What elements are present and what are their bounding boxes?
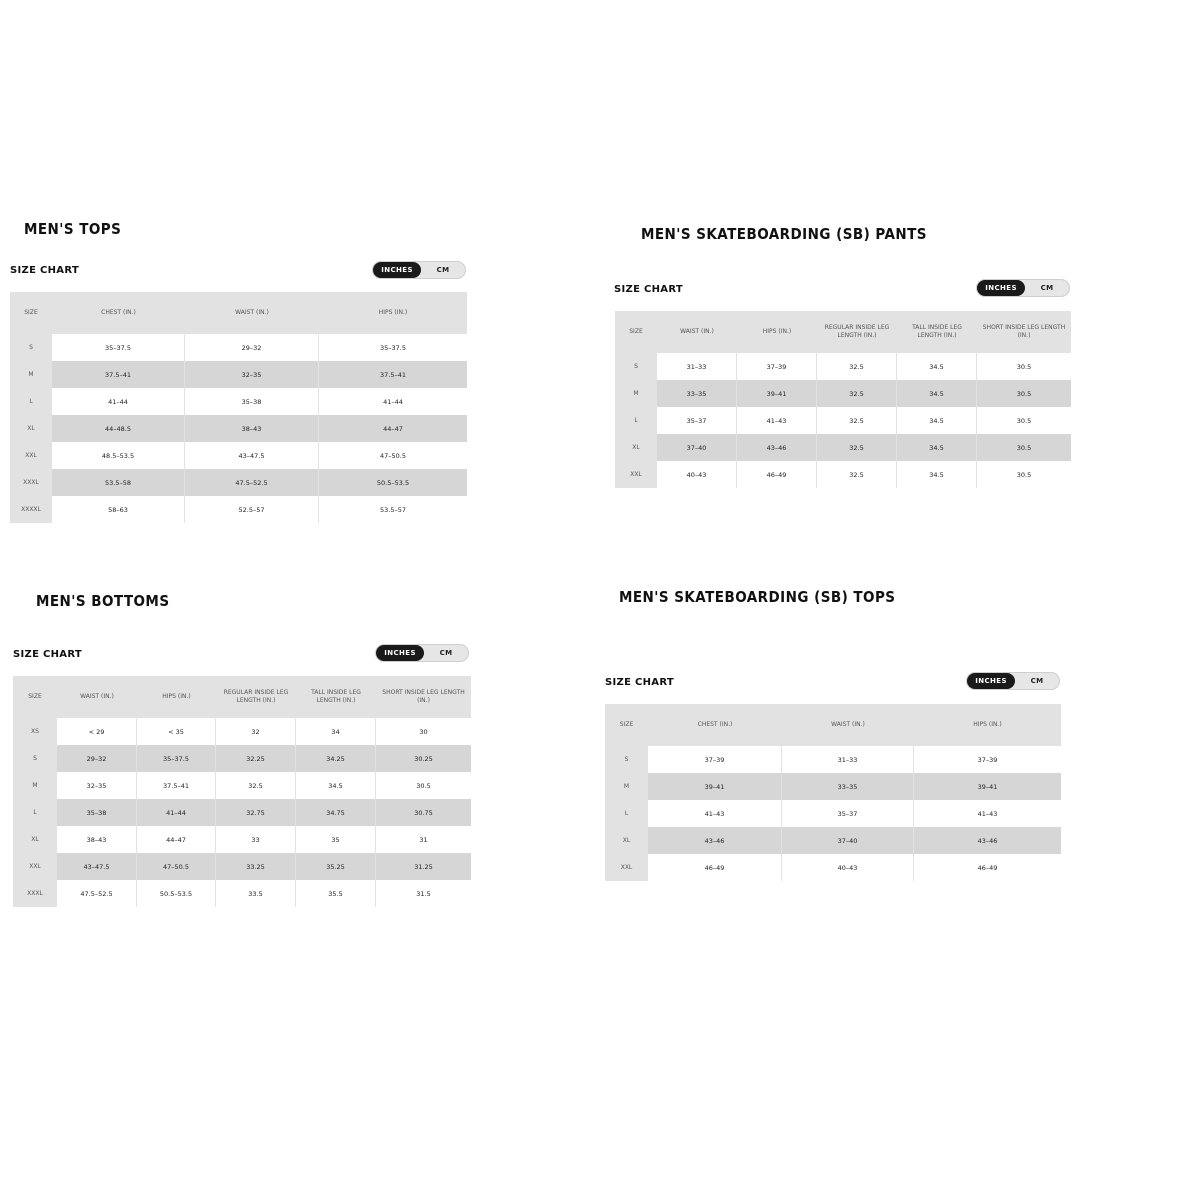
table-cell: 34.5: [296, 772, 376, 799]
table-cell: 34.5: [897, 380, 977, 407]
table-cell: 29–32: [57, 745, 137, 772]
table-cell: 31: [376, 826, 471, 853]
column-header: WAIST (IN.): [680, 327, 714, 335]
size-cell: S: [615, 353, 657, 380]
size-chart-label: SIZE CHART: [10, 265, 80, 276]
table-row: [13, 799, 471, 826]
size-cell: M: [10, 361, 52, 388]
table-cell: 30.5: [376, 772, 471, 799]
table-cell: 43–46: [914, 827, 1061, 854]
unit-option-cm[interactable]: CM: [436, 266, 450, 274]
table-header-row: [10, 292, 467, 334]
table-cell: 53.5–58: [52, 469, 185, 496]
column-header: SIZE: [629, 327, 643, 335]
table-cell: 40–43: [657, 461, 737, 488]
table-row: [13, 745, 471, 772]
chart-title: MEN'S TOPS: [24, 220, 122, 238]
table-cell: 31–33: [782, 746, 914, 773]
table-cell: 32.5: [817, 461, 897, 488]
column-header: TALL INSIDE LEG LENGTH (IN.): [912, 323, 962, 339]
size-chart-label: SIZE CHART: [13, 649, 83, 660]
table-cell: 30.5: [977, 353, 1071, 380]
table-row: [13, 772, 471, 799]
table-row: [10, 361, 467, 388]
chart-title: MEN'S SKATEBOARDING (SB) PANTS: [641, 225, 927, 243]
table-cell: 47.5–52.5: [57, 880, 137, 907]
table-cell: 34.25: [296, 745, 376, 772]
table-row: [605, 773, 1061, 800]
table-row: [13, 880, 471, 907]
table-cell: 38–43: [57, 826, 137, 853]
column-header: WAIST (IN.): [80, 692, 114, 700]
table-row: [10, 415, 467, 442]
size-cell: XL: [10, 415, 52, 442]
table-cell: 43–46: [737, 434, 817, 461]
table-cell: 39–41: [914, 773, 1061, 800]
table-cell: 35–37.5: [52, 334, 185, 361]
size-cell: L: [13, 799, 57, 826]
table-cell: 50.5–53.5: [319, 469, 467, 496]
table-cell: 32–35: [185, 361, 319, 388]
table-row: [615, 407, 1071, 434]
table-cell: 53.5–57: [319, 496, 467, 523]
table-cell: 47–50.5: [137, 853, 216, 880]
table-cell: 35–37.5: [319, 334, 467, 361]
size-cell: XXL: [605, 854, 648, 881]
table-row: [605, 827, 1061, 854]
unit-toggle[interactable]: [966, 672, 1060, 690]
table-cell: 44–48.5: [52, 415, 185, 442]
table-row: [615, 434, 1071, 461]
table-cell: 50.5–53.5: [137, 880, 216, 907]
size-cell: XXXXL: [10, 496, 52, 523]
table-row: [615, 353, 1071, 380]
table-cell: 35–37: [782, 800, 914, 827]
column-header: HIPS (IN.): [762, 327, 792, 335]
table-cell: 43–47.5: [185, 442, 319, 469]
size-chart-label: SIZE CHART: [614, 284, 684, 295]
table-cell: 30: [376, 718, 471, 745]
table-header-row: [605, 704, 1061, 746]
table-cell: 41–44: [52, 388, 185, 415]
table-cell: 41–43: [737, 407, 817, 434]
table-cell: 37–39: [737, 353, 817, 380]
table-cell: 30.5: [977, 407, 1071, 434]
table-row: [605, 854, 1061, 881]
table-cell: 37.5–41: [52, 361, 185, 388]
table-cell: 46–49: [914, 854, 1061, 881]
table-cell: 34.5: [897, 407, 977, 434]
size-table: [615, 311, 1071, 488]
column-header: SIZE: [28, 692, 42, 700]
column-header: SIZE: [619, 720, 634, 728]
table-cell: 30.75: [376, 799, 471, 826]
table-cell: 30.25: [376, 745, 471, 772]
column-header: HIPS (IN.): [973, 720, 1002, 728]
table-cell: 32.75: [216, 799, 296, 826]
table-cell: 33–35: [657, 380, 737, 407]
size-cell: M: [13, 772, 57, 799]
column-header: REGULAR INSIDE LEG LENGTH (IN.): [223, 688, 289, 704]
table-cell: 34.75: [296, 799, 376, 826]
table-cell: 46–49: [737, 461, 817, 488]
table-header-row: [13, 676, 471, 718]
column-header: SHORT INSIDE LEG LENGTH (IN.): [982, 323, 1066, 339]
column-header: TALL INSIDE LEG LENGTH (IN.): [311, 688, 361, 704]
table-cell: 52.5–57: [185, 496, 319, 523]
table-cell: 32.5: [817, 380, 897, 407]
column-header: SIZE: [24, 308, 38, 316]
size-cell: XXL: [10, 442, 52, 469]
size-cell: XXXL: [10, 469, 52, 496]
table-cell: 30.5: [977, 380, 1071, 407]
table-row: [10, 388, 467, 415]
table-cell: 48.5–53.5: [52, 442, 185, 469]
size-cell: S: [10, 334, 52, 361]
table-cell: 39–41: [648, 773, 782, 800]
unit-option-cm[interactable]: CM: [1040, 284, 1054, 292]
table-row: [10, 442, 467, 469]
table-cell: 34.5: [897, 353, 977, 380]
unit-option-inches[interactable]: INCHES: [373, 262, 421, 278]
table-cell: 37.5–41: [319, 361, 467, 388]
table-cell: 41–43: [648, 800, 782, 827]
table-row: [13, 718, 471, 745]
column-header: HIPS (IN.): [378, 308, 408, 316]
table-cell: 44–47: [319, 415, 467, 442]
size-cell: XS: [13, 718, 57, 745]
table-cell: 37–39: [648, 746, 782, 773]
table-cell: 38–43: [185, 415, 319, 442]
table-cell: 34.5: [897, 434, 977, 461]
table-cell: 32: [216, 718, 296, 745]
table-cell: 34.5: [897, 461, 977, 488]
table-cell: 40–43: [782, 854, 914, 881]
table-cell: 31.25: [376, 853, 471, 880]
table-cell: 44–47: [137, 826, 216, 853]
table-cell: 33–35: [782, 773, 914, 800]
table-cell: 33: [216, 826, 296, 853]
size-cell: XL: [605, 827, 648, 854]
table-cell: 35: [296, 826, 376, 853]
table-cell: 32.5: [817, 353, 897, 380]
unit-toggle[interactable]: [375, 644, 469, 662]
table-cell: 37.5–41: [137, 772, 216, 799]
table-cell: 34: [296, 718, 376, 745]
table-cell: 47.5–52.5: [185, 469, 319, 496]
column-header: CHEST (IN.): [697, 720, 733, 728]
table-cell: 32.25: [216, 745, 296, 772]
table-row: [605, 800, 1061, 827]
table-cell: 58–63: [52, 496, 185, 523]
table-cell: < 35: [137, 718, 216, 745]
size-cell: L: [10, 388, 52, 415]
table-cell: 30.5: [977, 461, 1071, 488]
table-cell: 35–38: [57, 799, 137, 826]
table-cell: 35–37.5: [137, 745, 216, 772]
chart-title: MEN'S BOTTOMS: [36, 592, 170, 610]
table-cell: 47–50.5: [319, 442, 467, 469]
size-cell: L: [605, 800, 648, 827]
table-cell: 41–44: [137, 799, 216, 826]
unit-option-inches[interactable]: INCHES: [967, 673, 1015, 689]
size-cell: XXXL: [13, 880, 57, 907]
table-row: [615, 461, 1071, 488]
table-cell: 39–41: [737, 380, 817, 407]
unit-option-cm[interactable]: CM: [439, 649, 453, 657]
column-header: REGULAR INSIDE LEG LENGTH (IN.): [824, 323, 890, 339]
table-cell: 43–47.5: [57, 853, 137, 880]
column-header: WAIST (IN.): [235, 308, 269, 316]
unit-option-inches[interactable]: INCHES: [977, 280, 1025, 296]
column-header: CHEST (IN.): [101, 308, 136, 316]
table-cell: 35–38: [185, 388, 319, 415]
table-cell: 43–46: [648, 827, 782, 854]
table-row: [13, 853, 471, 880]
size-cell: L: [615, 407, 657, 434]
size-cell: XXL: [13, 853, 57, 880]
unit-option-inches[interactable]: INCHES: [376, 645, 424, 661]
table-cell: 37–39: [914, 746, 1061, 773]
size-table: [13, 676, 471, 907]
size-cell: S: [605, 746, 648, 773]
size-cell: XL: [615, 434, 657, 461]
table-cell: 37–40: [782, 827, 914, 854]
table-row: [10, 496, 467, 523]
column-header: SHORT INSIDE LEG LENGTH (IN.): [382, 688, 465, 704]
table-cell: 32.5: [817, 434, 897, 461]
table-row: [10, 469, 467, 496]
table-cell: 41–43: [914, 800, 1061, 827]
table-cell: 41–44: [319, 388, 467, 415]
size-table: [10, 292, 467, 523]
size-cell: XXL: [615, 461, 657, 488]
table-cell: 33.5: [216, 880, 296, 907]
table-cell: 35.25: [296, 853, 376, 880]
unit-toggle[interactable]: [976, 279, 1070, 297]
table-cell: 29–32: [185, 334, 319, 361]
table-cell: 32–35: [57, 772, 137, 799]
table-cell: 46–49: [648, 854, 782, 881]
size-cell: XL: [13, 826, 57, 853]
table-cell: 35.5: [296, 880, 376, 907]
table-row: [10, 334, 467, 361]
table-cell: < 29: [57, 718, 137, 745]
column-header: HIPS (IN.): [162, 692, 191, 700]
table-row: [615, 380, 1071, 407]
unit-option-cm[interactable]: CM: [1030, 677, 1044, 685]
size-table: [605, 704, 1061, 881]
size-cell: S: [13, 745, 57, 772]
table-cell: 30.5: [977, 434, 1071, 461]
table-cell: 31–33: [657, 353, 737, 380]
size-cell: M: [605, 773, 648, 800]
table-row: [605, 746, 1061, 773]
size-chart-label: SIZE CHART: [605, 677, 675, 688]
table-row: [13, 826, 471, 853]
chart-title: MEN'S SKATEBOARDING (SB) TOPS: [619, 588, 896, 606]
table-cell: 32.5: [817, 407, 897, 434]
table-cell: 32.5: [216, 772, 296, 799]
table-header-row: [615, 311, 1071, 353]
unit-toggle[interactable]: [372, 261, 466, 279]
column-header: WAIST (IN.): [831, 720, 865, 728]
table-cell: 35–37: [657, 407, 737, 434]
table-cell: 33.25: [216, 853, 296, 880]
size-cell: M: [615, 380, 657, 407]
table-cell: 31.5: [376, 880, 471, 907]
table-cell: 37–40: [657, 434, 737, 461]
